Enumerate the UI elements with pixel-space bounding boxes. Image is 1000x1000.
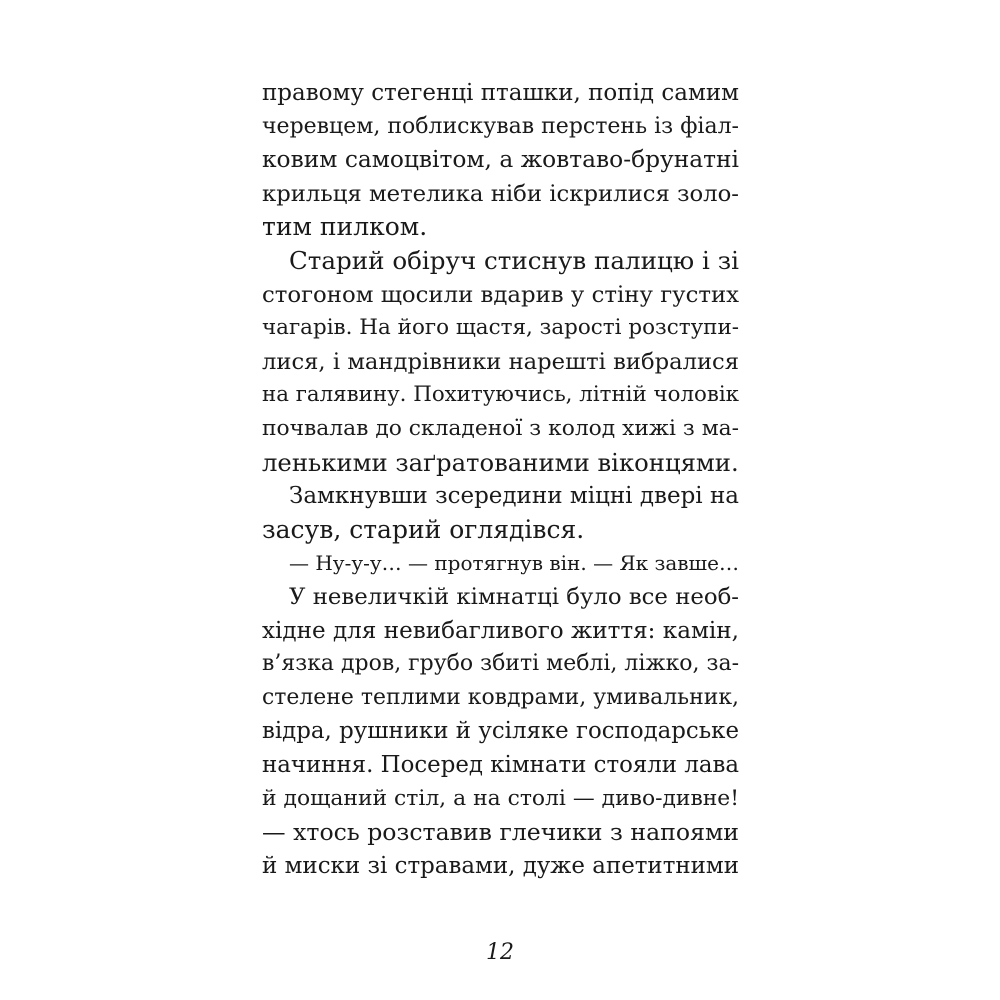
text-line-7: стогоном щосили вдарив у стіну густих <box>262 281 739 308</box>
text-line-14: засув, старий оглядівся. <box>262 514 585 544</box>
text-line-21: начиння. Посеред кімнати стояли лава <box>262 752 739 778</box>
text-line-5: тим пилком. <box>262 212 428 242</box>
text-line-10: на галявину. Похитуючись, літній чоловік <box>262 382 739 408</box>
page-number: 12 <box>486 940 514 965</box>
text-line-3: ковим самоцвітом, а жовтаво-брунатні <box>262 146 739 174</box>
text-line-20: відра, рушники й усіляке господарське <box>262 718 739 745</box>
text-line-24: й миски зі стравами, дуже апетитними <box>262 852 739 879</box>
text-line-8: чагарів. На його щастя, зарості розступи- <box>262 315 739 341</box>
text-line-4: крильця метелика ніби іскрилися золо- <box>262 180 739 207</box>
text-line-13: Замкнувши зсередини міцні двері на <box>289 483 739 510</box>
text-line-16: У невеличкій кімнатці було все необ- <box>289 584 739 610</box>
text-line-2: черевцем, поблискував перстень із фіал- <box>262 113 739 139</box>
text-line-18: в’язка дров, грубо збиті меблі, ліжко, за- <box>262 651 739 677</box>
text-line-1: правому стегенці пташки, попід самим <box>262 80 739 106</box>
text-line-22: й дощаний стіл, а на столі — диво-дивне! <box>262 785 739 811</box>
text-line-9: лися, і мандрівники нарешті вибралися <box>262 348 739 375</box>
text-line-6: Старий обіруч стиснув палицю і зі <box>289 246 739 275</box>
text-line-12: ленькими заґратованими віконцями. <box>262 447 739 477</box>
text-line-23: — хтось розставив глечики з напоями <box>262 818 739 847</box>
text-line-11: почвалав до складеної з колод хижі з ма- <box>262 416 739 441</box>
text-line-15: — Ну-у-у… — протягнув він. — Як завше… <box>289 551 739 576</box>
text-line-19: стелене теплими ковдрами, умивальник, <box>262 684 739 710</box>
text-line-17: хідне для невибагливого життя: камін, <box>262 617 739 644</box>
